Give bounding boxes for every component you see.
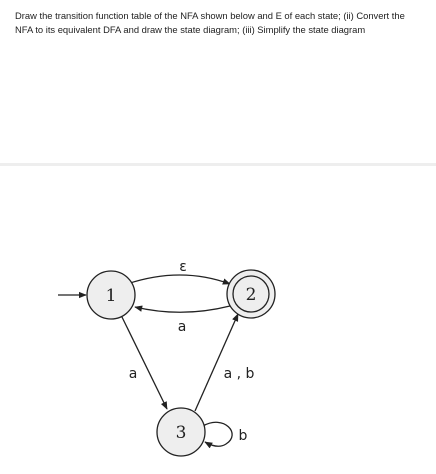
edge-1-to-2-label: ε	[179, 259, 187, 275]
edge-2-to-1-label: a	[177, 319, 187, 335]
state-3	[157, 408, 205, 456]
state-1-label: 1	[105, 286, 117, 306]
edge-1-to-3-label: a	[128, 366, 138, 382]
edge-3-to-2	[195, 314, 238, 411]
state-1	[87, 271, 135, 319]
edge-3-to-2-label: a , b	[223, 366, 255, 382]
edge-3-self-loop	[203, 422, 232, 446]
state-2-label: 2	[245, 285, 257, 305]
edge-1-to-2	[127, 275, 230, 284]
question-text: Draw the transition function table of the NFA shown below and E of each state; (ii) Convert the NFA to its equivalent DFA and draw the state diagram; (iii) Simplify the state diagram	[15, 10, 405, 35]
edge-2-to-1	[135, 306, 230, 312]
state-2	[227, 270, 275, 318]
state-3-label: 3	[175, 423, 187, 443]
edge-3-self-loop-label: b	[238, 428, 248, 444]
edge-1-to-3	[121, 315, 167, 409]
